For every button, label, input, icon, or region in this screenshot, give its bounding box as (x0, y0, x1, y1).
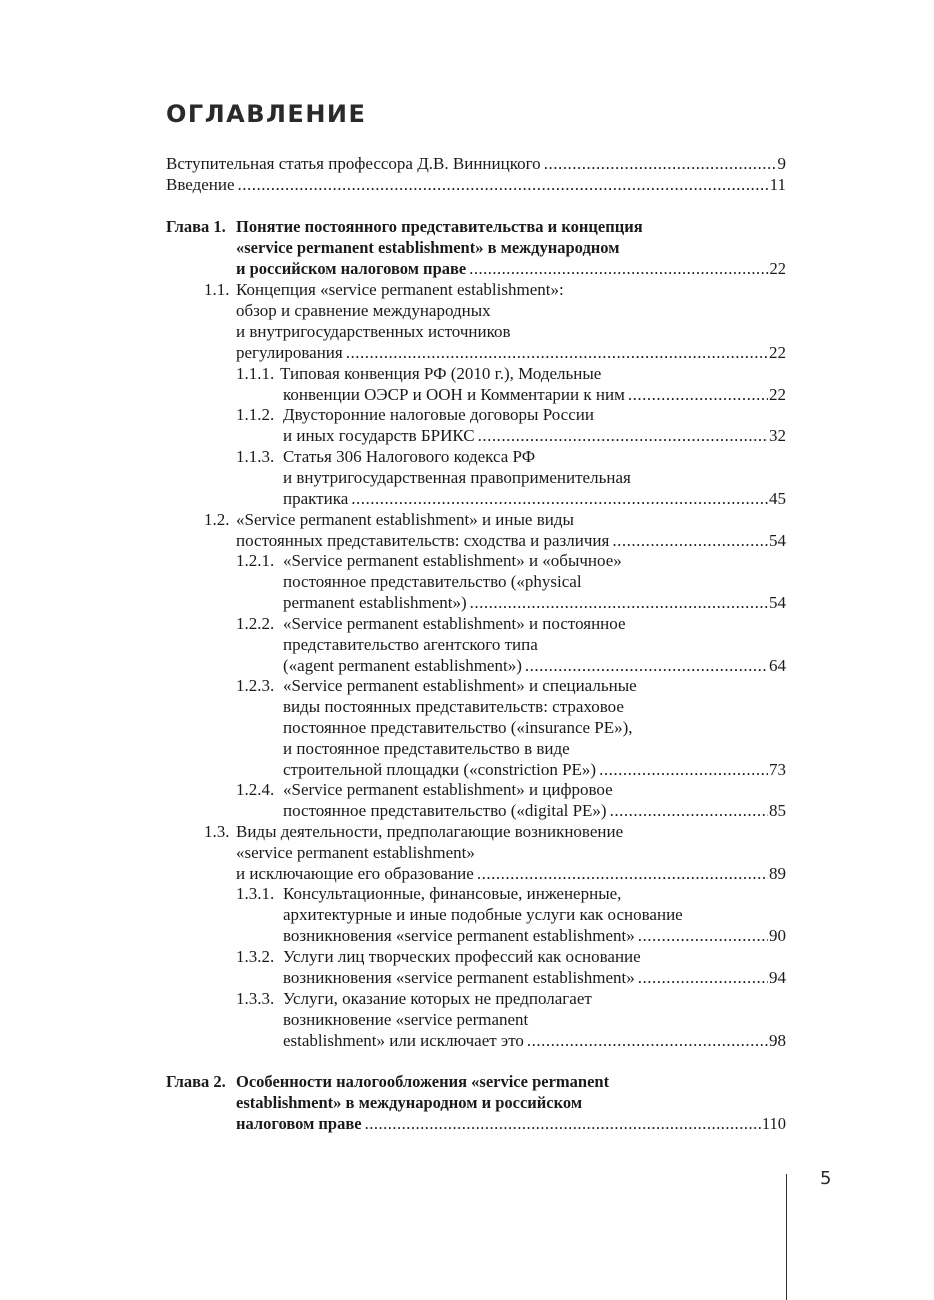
page-title: ОГЛАВЛЕНИЕ (166, 100, 367, 128)
toc-entry-text: Вступительная статья профессора Д.В. Винницкого (166, 154, 541, 173)
toc-page-number: 73 (769, 760, 786, 779)
toc-page-number: 54 (769, 593, 786, 612)
subsection-1-1-1-line: Типовая конвенция РФ (2010 г.), Модельные (280, 364, 602, 383)
toc-page-number: 94 (769, 968, 786, 987)
subsection-1-1-2-line: Двусторонние налоговые договоры России (283, 405, 594, 424)
section-number: 1.3. (204, 822, 230, 841)
subsection-1-2-1-line: «Service permanent establishment» и «обычное» (283, 551, 622, 570)
toc-page-number: 110 (761, 1114, 786, 1133)
section-1-3-line: «service permanent establishment» (236, 843, 475, 862)
subsection-number: 1.2.3. (236, 676, 275, 695)
section-1-3-line: и исключающие его образование ..... 89 (236, 863, 786, 884)
chapter-1-label: Глава 1. (166, 217, 226, 236)
toc-page-number: 9 (777, 154, 786, 173)
subsection-1-3-3-line: establishment» или исключает это ..... 98 (283, 1030, 786, 1051)
section-number: 1.2. (204, 510, 230, 529)
toc-page-number: 45 (769, 489, 786, 508)
subsection-number: 1.1.2. (236, 405, 275, 424)
subsection-1-2-4-line: «Service permanent establishment» и цифровое (283, 780, 613, 799)
toc-page-number: 11 (769, 175, 786, 194)
page-number: 5 (820, 1168, 832, 1189)
section-1-2-line: постоянных представительств: сходства и различия ..... 54 (236, 530, 786, 551)
subsection-1-3-2-line: Услуги лиц творческих профессий как основание (283, 947, 641, 966)
toc-entry-foreword (166, 153, 786, 174)
toc-page-number: 90 (769, 926, 786, 945)
section-1-1-line: регулирования ..... 22 (236, 342, 786, 363)
chapter-2-title-line: Особенности налогообложения «service permanent (236, 1072, 610, 1091)
subsection-1-2-1-line: permanent establishment») ..... 54 (283, 592, 786, 613)
section-1-3-line: Виды деятельности, предполагающие возникновение (236, 822, 624, 841)
subsection-number: 1.2.4. (236, 780, 275, 799)
section-1-2-line: «Service permanent establishment» и иные виды (236, 510, 574, 529)
chapter-2-label: Глава 2. (166, 1072, 226, 1091)
subsection-1-2-2-line: («agent permanent establishment») ..... 64 (283, 655, 786, 676)
chapter-2-title-line: establishment» в международном и российском (236, 1093, 583, 1112)
subsection-1-2-3-line: и постоянное представительство в виде (283, 739, 570, 758)
toc-page-number: 22 (769, 343, 786, 362)
section-1-1-line: и внутригосударственных источников (236, 322, 511, 341)
subsection-1-2-2-line: представительство агентского типа (283, 635, 538, 654)
section-1-1-line: Концепция «service permanent establishment»: (236, 280, 564, 299)
subsection-1-3-1-line: архитектурные и иные подобные услуги как основание (283, 905, 683, 924)
subsection-number: 1.1.3. (236, 447, 275, 466)
subsection-1-1-3-line: практика ..... 45 (283, 488, 786, 509)
subsection-number: 1.2.1. (236, 551, 275, 570)
subsection-1-3-2-line: возникновения «service permanent establishment» ..... 94 (283, 967, 786, 988)
toc-entry-introduction (166, 174, 786, 195)
subsection-1-1-3-line: и внутригосударственная правоприменительная (283, 468, 631, 487)
chapter-1-title-line: Понятие постоянного представительства и концепция (236, 217, 643, 236)
subsection-number: 1.3.2. (236, 947, 275, 966)
section-1-1-line: обзор и сравнение международных (236, 301, 491, 320)
page-edge-rule (786, 1174, 787, 1300)
subsection-number: 1.2.2. (236, 614, 275, 633)
toc-page-number: 85 (769, 801, 786, 820)
chapter-1-title-line: «service permanent establishment» в международном (236, 238, 620, 257)
subsection-1-2-1-line: постоянное представительство («physical (283, 572, 582, 591)
subsection-number: 1.1.1. (236, 364, 275, 383)
toc-entry-text: Введение (166, 175, 235, 194)
subsection-1-2-2-line: «Service permanent establishment» и постоянное (283, 614, 626, 633)
toc-page-number: 98 (769, 1031, 786, 1050)
subsection-1-2-3-line: строительной площадки («constriction PE») ..... 73 (283, 759, 786, 780)
subsection-1-2-3-line: виды постоянных представительств: страховое (283, 697, 624, 716)
toc-page-number: 22 (769, 259, 786, 278)
toc-page-number: 22 (769, 385, 786, 404)
subsection-1-3-1-line: Консультационные, финансовые, инженерные, (283, 884, 622, 903)
toc-page-number: 32 (769, 426, 786, 445)
subsection-1-3-3-line: возникновение «service permanent (283, 1010, 529, 1029)
subsection-number: 1.3.1. (236, 884, 275, 903)
subsection-1-1-1-line: конвенции ОЭСР и ООН и Комментарии к ним ..... 22 (283, 384, 786, 405)
subsection-1-2-3-line: постоянное представительство («insurance PE»), (283, 718, 633, 737)
subsection-1-2-4-line: постоянное представительство («digital PE») ..... 85 (283, 800, 786, 821)
section-number: 1.1. (204, 280, 230, 299)
subsection-1-3-1-line: возникновения «service permanent establishment» ..... 90 (283, 925, 786, 946)
toc-page-number: 89 (769, 864, 786, 883)
toc-page-number: 64 (769, 656, 786, 675)
chapter-1-title-line: и российском налоговом праве ..... 22 (236, 258, 786, 279)
subsection-number: 1.3.3. (236, 989, 275, 1008)
subsection-1-2-3-line: «Service permanent establishment» и специальные (283, 676, 637, 695)
subsection-1-1-2-line: и иных государств БРИКС ..... 32 (283, 425, 786, 446)
subsection-1-1-3-line: Статья 306 Налогового кодекса РФ (283, 447, 536, 466)
chapter-2-title-line: налоговом праве ..... 110 (236, 1113, 786, 1134)
subsection-1-3-3-line: Услуги, оказание которых не предполагает (283, 989, 592, 1008)
toc-page-number: 54 (769, 531, 786, 550)
